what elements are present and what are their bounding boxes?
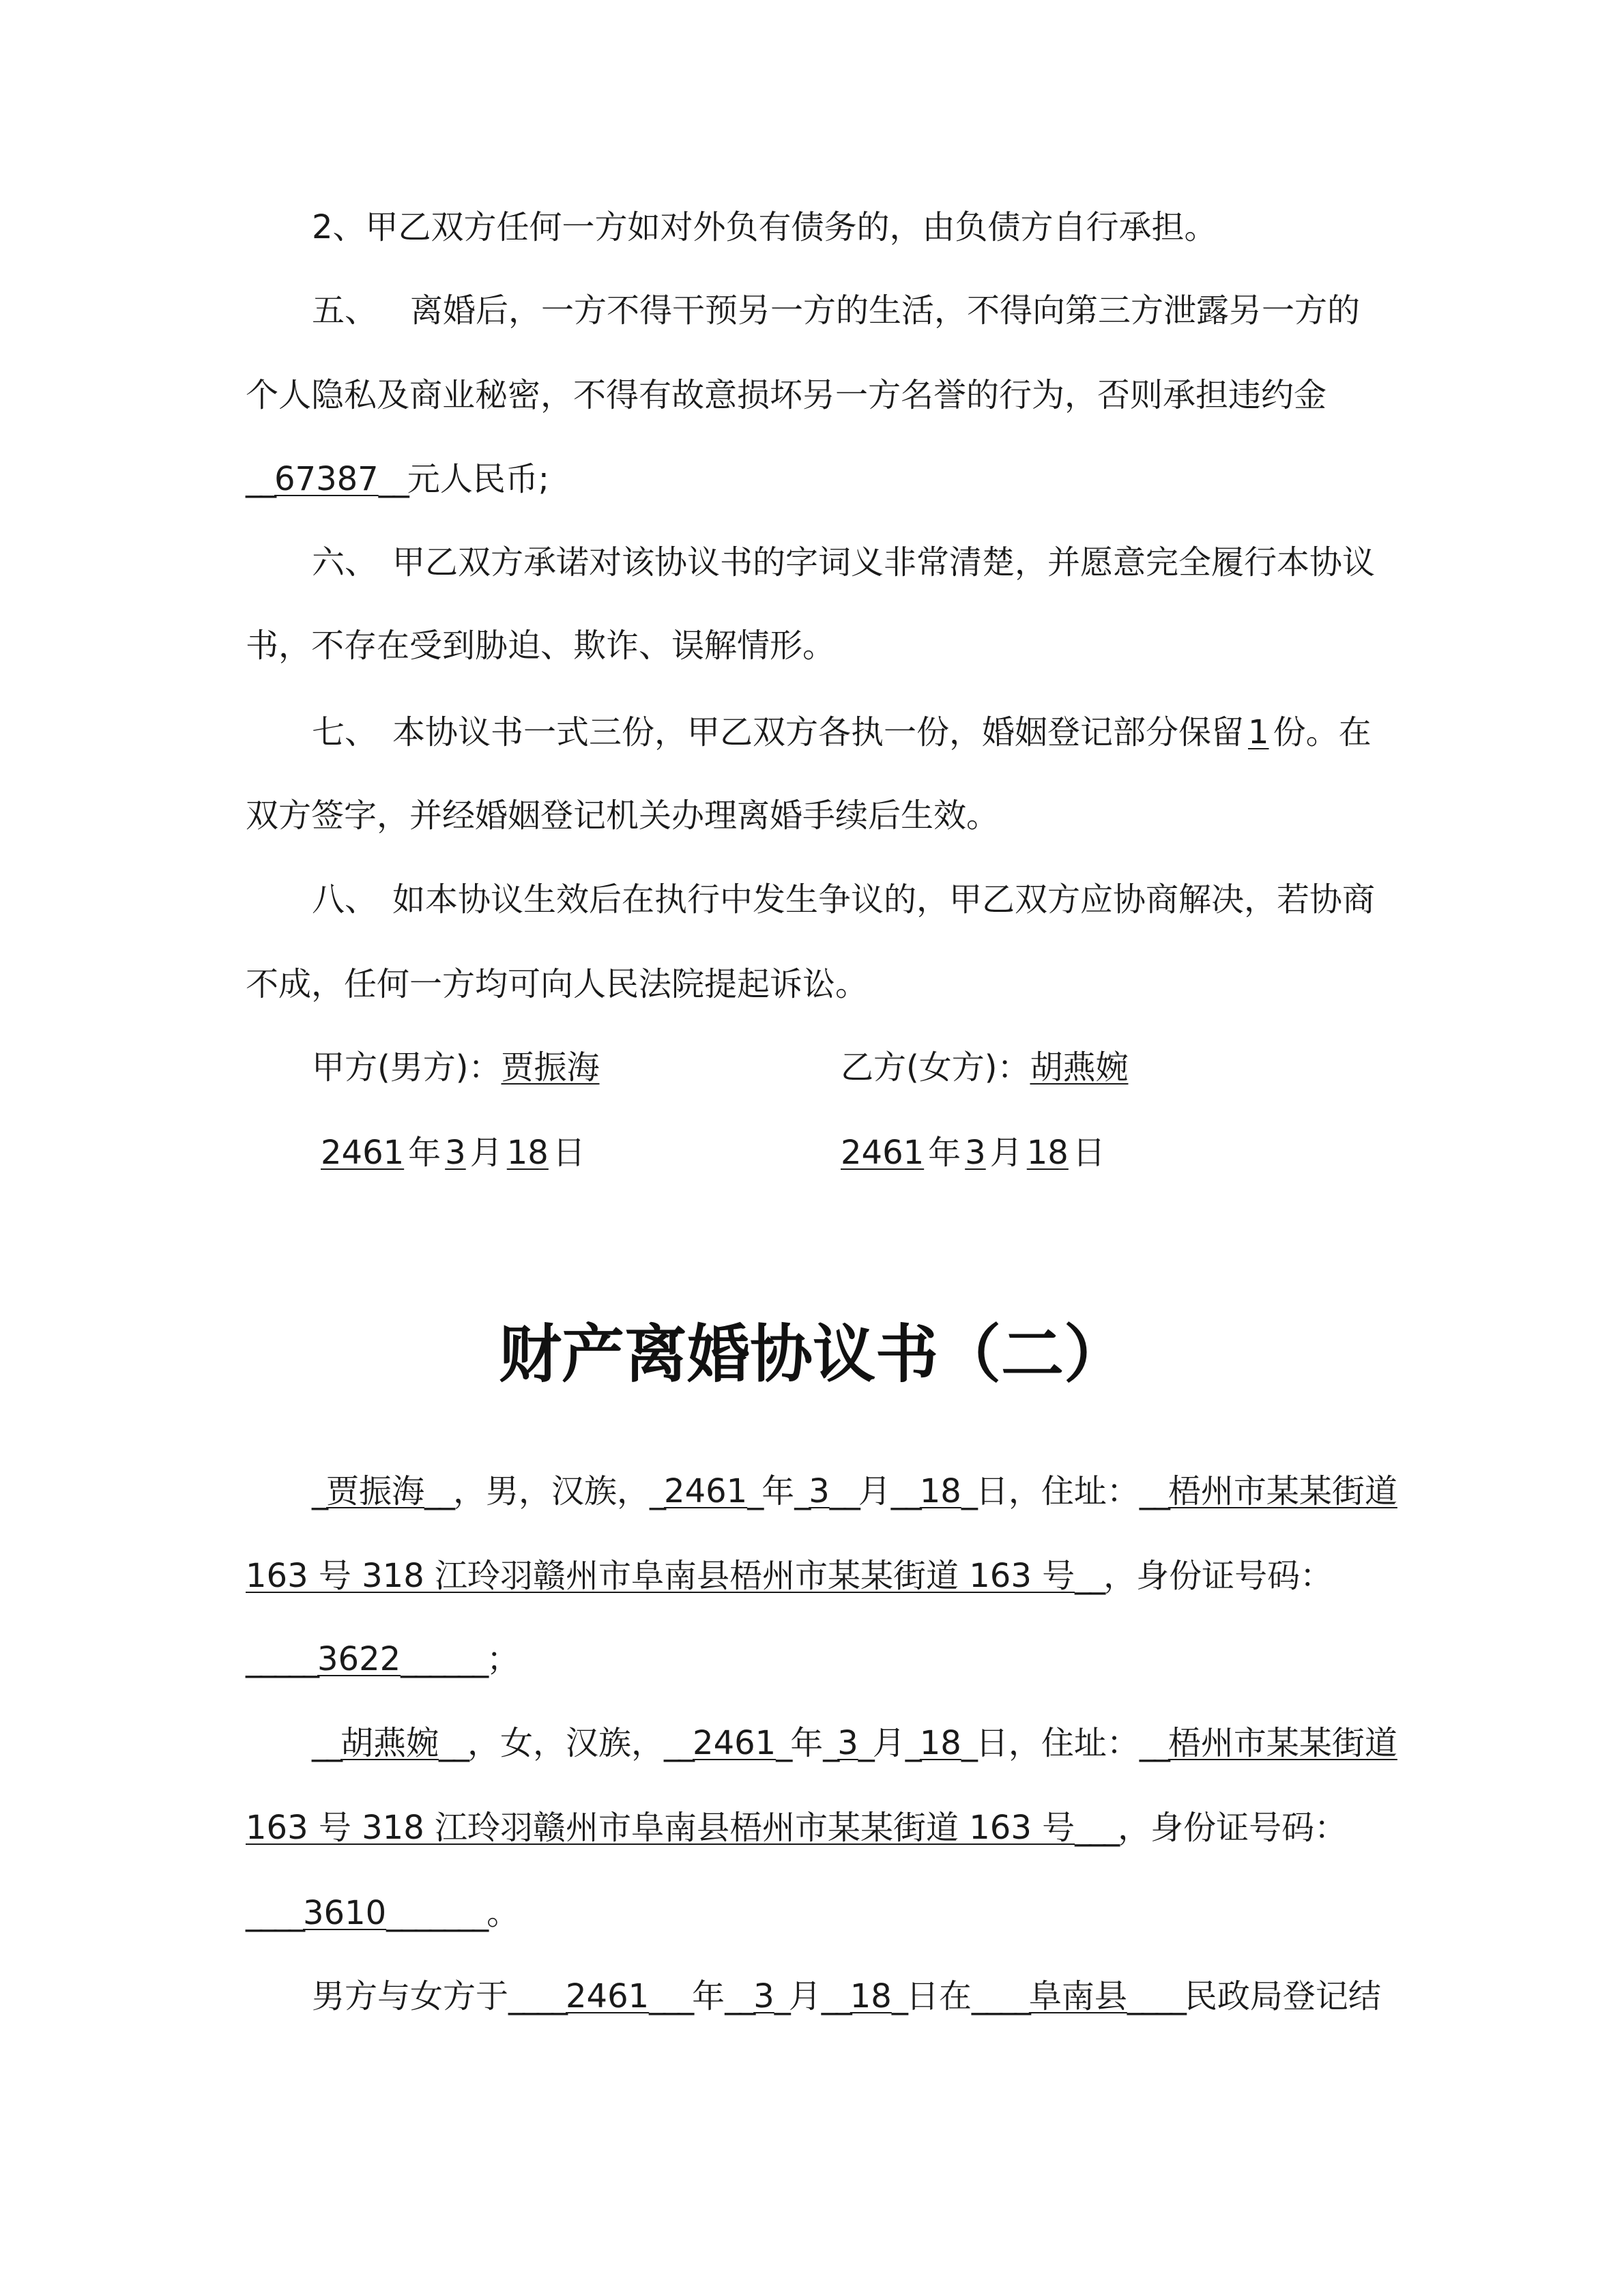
man-address-part-2: 163 号 318 江玲羽赣州市阜南县梧州市某某街道 163 号 [246, 1557, 1075, 1595]
woman-address-part-2: 163 号 318 江玲羽赣州市阜南县梧州市某某街道 163 号 [246, 1809, 1075, 1847]
day-unit: 日 [552, 1134, 585, 1172]
blank: _ [747, 1472, 762, 1510]
blank: __ [725, 1977, 754, 2015]
blank: __ [890, 1472, 920, 1510]
blank: _ [312, 1472, 326, 1510]
party-a-signature [312, 1047, 599, 1088]
party-a-year: 2461 [321, 1134, 405, 1172]
clause-5-number: 五、 [312, 291, 378, 330]
clause-7-line-1 [312, 712, 1372, 753]
woman-id-number: 3610 [303, 1894, 387, 1932]
blank: ___ [649, 1977, 693, 2015]
party-a-month: 3 [445, 1134, 466, 1172]
clause-8-text-1: 如本协议生效后在执行中发生争议的，甲乙双方应协商解决，若协商 [392, 880, 1376, 919]
clause-7-line-2 [246, 795, 999, 836]
copies-count: 1 [1248, 713, 1269, 751]
penalty-blank-post: __ [378, 460, 407, 498]
blank: _ [891, 1977, 906, 2015]
line-end: ； [487, 1640, 520, 1678]
blank: ___ [1075, 1809, 1118, 1847]
blank: ____ [971, 1977, 1029, 2015]
id-label: ，身份证号码： [1118, 1809, 1348, 1847]
year-unit: 年 [790, 1724, 824, 1762]
blank: __ [664, 1724, 693, 1762]
marriage-day: 18 [850, 1977, 892, 2015]
clause-6-line-1 [312, 542, 1375, 583]
blank: _ [794, 1472, 809, 1510]
blank: _ [774, 1977, 789, 2015]
man-id-number: 3622 [317, 1640, 401, 1678]
year-unit: 年 [928, 1134, 961, 1172]
month-unit: 月 [989, 1134, 1023, 1172]
id-label: ，身份证号码： [1103, 1557, 1333, 1595]
clause-7-text-2: 双方签字，并经婚姻登记机关办理离婚手续后生效。 [246, 797, 1000, 835]
man-address-part-1: 梧州市某某街道 [1168, 1472, 1397, 1510]
party-b-month: 3 [965, 1134, 986, 1172]
marriage-registration-line [312, 1976, 1381, 2017]
woman-birth-year: 2461 [693, 1724, 777, 1762]
clause-5-line-3 [246, 459, 549, 500]
clause-8-number: 八、 [312, 880, 378, 919]
party-b-date [841, 1132, 1110, 1173]
marriage-intro: 男方与女方于 [312, 1977, 509, 2015]
address-label: 日，住址： [975, 1724, 1140, 1762]
year-unit: 年 [408, 1134, 441, 1172]
line-end: 。 [487, 1894, 520, 1932]
marriage-month: 3 [753, 1977, 774, 2015]
blank: __ [1139, 1724, 1168, 1762]
agreement-2-title: 财产离婚协议书（二） [498, 1318, 1127, 1391]
blank: __ [1075, 1557, 1104, 1595]
blank: _____ [246, 1640, 317, 1678]
blank: __ [821, 1977, 850, 2015]
man-birth-day: 18 [919, 1472, 961, 1510]
marriage-tail: 民政局登记结 [1184, 1977, 1381, 2015]
blank: _ [858, 1724, 873, 1762]
blank: __ [424, 1472, 454, 1510]
man-birth-year: 2461 [664, 1472, 748, 1510]
blank: _ [776, 1724, 791, 1762]
debt-clause-text: 2、甲乙双方任何一方如对外负有债务的，由负债方自行承担。 [312, 208, 1217, 246]
man-info-line-1 [312, 1471, 1397, 1512]
party-b-signature [841, 1047, 1128, 1088]
blank: _ [961, 1472, 976, 1510]
party-b-year: 2461 [841, 1134, 925, 1172]
clause-6-text-1: 甲乙双方承诺对该协议书的字词义非常清楚，并愿意完全履行本协议 [392, 543, 1376, 582]
month-unit: 月 [872, 1724, 905, 1762]
blank: __ [312, 1724, 340, 1762]
woman-name: 胡燕婉 [340, 1724, 439, 1762]
clause-5-line-2 [246, 375, 1326, 416]
clause-6-text-2: 书，不存在受到胁迫、欺诈、误解情形。 [246, 627, 836, 665]
clause-7-number: 七、 [312, 713, 378, 751]
blank: _ [961, 1724, 976, 1762]
penalty-amount: 67387 [274, 460, 379, 498]
clause-8-text-2: 不成，任何一方均可向人民法院提起诉讼。 [246, 965, 869, 1003]
month-unit: 月 [858, 1472, 891, 1510]
year-unit: 年 [762, 1472, 795, 1510]
marriage-place: 阜南县 [1028, 1977, 1127, 2015]
blank: _ [823, 1724, 838, 1762]
woman-gender-ethnicity: ，女，汉族， [467, 1724, 665, 1762]
clause-6-number: 六、 [312, 543, 378, 582]
day-unit: 日 [1072, 1134, 1105, 1172]
blank: ______ [401, 1640, 487, 1678]
man-info-line-2 [246, 1555, 1333, 1596]
blank: ____ [246, 1894, 303, 1932]
month-unit: 月 [788, 1977, 822, 2015]
party-a-name: 贾振海 [501, 1048, 600, 1087]
blank: ____ [508, 1977, 566, 2015]
party-a-label: 甲方(男方)： [312, 1048, 502, 1087]
woman-info-line-2 [246, 1807, 1347, 1848]
man-gender-ethnicity: ，男，汉族， [453, 1472, 650, 1510]
clause-8-line-1 [312, 879, 1375, 920]
blank: _ [650, 1472, 665, 1510]
woman-birth-day: 18 [919, 1724, 961, 1762]
debt-clause [312, 207, 1217, 248]
woman-birth-month: 3 [837, 1724, 858, 1762]
party-a-date [321, 1132, 590, 1173]
party-b-day: 18 [1026, 1134, 1069, 1172]
party-b-label: 乙方(女方)： [841, 1048, 1030, 1087]
woman-info-line-3 [246, 1893, 519, 1934]
day-unit: 日在 [905, 1977, 972, 2015]
blank: ____ [1127, 1977, 1185, 2015]
clause-7-text-1: 本协议书一式三份，甲乙双方各执一份，婚姻登记部分保留 [392, 713, 1245, 751]
clause-5-line-1 [312, 290, 1360, 331]
man-name: 贾振海 [326, 1472, 425, 1510]
man-info-line-3 [246, 1639, 519, 1680]
month-unit: 月 [469, 1134, 503, 1172]
party-a-day: 18 [506, 1134, 549, 1172]
woman-address-part-1: 梧州市某某街道 [1168, 1724, 1397, 1762]
clause-7-text-1-end: 份。在 [1273, 713, 1372, 751]
penalty-unit: 元人民币; [407, 460, 549, 498]
clause-8-line-2 [246, 964, 868, 1005]
clause-6-line-2 [246, 625, 835, 666]
party-b-name: 胡燕婉 [1030, 1048, 1129, 1087]
man-birth-month: 3 [809, 1472, 830, 1510]
blank: _ [905, 1724, 920, 1762]
clause-5-text-2: 个人隐私及商业秘密，不得有故意损坏另一方名誉的行为，否则承担违约金 [246, 376, 1327, 414]
year-unit: 年 [692, 1977, 725, 2015]
blank: __ [1139, 1472, 1168, 1510]
marriage-year: 2461 [566, 1977, 650, 2015]
penalty-blank-pre: __ [246, 460, 274, 498]
blank: __ [829, 1472, 858, 1510]
address-label: 日，住址： [975, 1472, 1140, 1510]
blank: _______ [386, 1894, 487, 1932]
woman-info-line-1 [312, 1723, 1397, 1764]
blank: __ [439, 1724, 468, 1762]
clause-5-text-1: 离婚后，一方不得干预另一方的生活，不得向第三方泄露另一方的 [410, 291, 1361, 330]
